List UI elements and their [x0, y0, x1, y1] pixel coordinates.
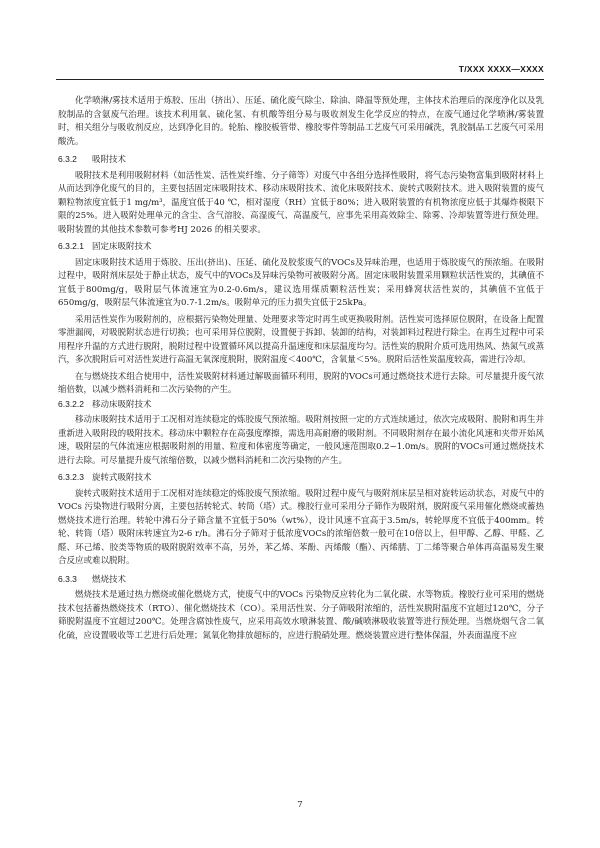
paragraph-fixed-bed: 固定床吸附技术适用于炼胶、压出(挤出)、压延、硫化及胶浆废气的VOCs及异味治理，也适用于炼胶废气的预浓缩。在吸附过程中，吸附剂床层处于静止状态，废气中的VOCs及异味污染物可被吸附分离。固定床吸附装置采用颗粒状活性炭的，其碘值不宜低于800mg/g，吸附层气体流速宜为0.2-0.6m/s，建议选用煤质颗粒活性炭；采用蜂窝状活性炭的，其碘值不宜低于650mg/g，吸附层气体流速宜为0.7-1.2m/s。吸附单元的压力损失宜低于25kPa。	[58, 257, 544, 308]
heading-6-3-2-1	[58, 240, 544, 254]
heading-number: 6.3.2.2	[58, 398, 84, 409]
heading-number: 6.3.2	[58, 154, 77, 164]
heading-number: 6.3.3	[58, 573, 77, 584]
heading-number: 6.3.2.3	[58, 472, 84, 482]
heading-title: 旋转式吸附技术	[92, 472, 152, 482]
paragraph-rotary: 旋转式吸附技术适用于工况相对连续稳定的炼胶废气预浓缩。吸附过程中废气与吸附剂床层呈相对旋转运动状态，对废气中的VOCs 污染物进行吸附分离，主要包括转轮式、转筒（塔）式。橡胶行业可采用分子筛作为吸附剂，脱附废气采用催化燃烧或蓄热燃烧技术进行治理。转轮中沸石分子筛含量不宜低于50%（wt%），设计风速不宜高于3.5m/s，转轮厚度不宜低于400mm。转轮、转筒（塔）吸附床转速宜为2-6 r/h。沸石分子筛对于低浓度VOCs的浓缩倍数一般可在10倍以上，但甲醇、乙醇、甲醛、乙醛、环己烯、胶类等物质的吸附脱附效率不高，另外，苯乙烯、苯酚、丙烯酸（酯）、丙烯腈、丁二烯等聚合单体再高温易发生聚合反应或难以脱附。	[58, 488, 544, 566]
paragraph-combustion-combo: 在与燃烧技术组合使用中，活性炭吸附材料通过解吸面循环利用，脱附的VOCs可通过燃烧技术进行去除。可尽量提升废气浓缩倍数，以减少燃料消耗和二次污染物的产生。	[58, 371, 544, 395]
paragraph-chemical-spray: 化学喷淋/雾技术适用于炼胶、压出（挤出）、压延、硫化废气除尘、除油、降温等预处理，主体技术治理后的深度净化以及乳胶制品的含氨废气治理。该技术利用氧、硫化氢、有机酸等组分易与吸收剂发生化学反应的特点，在废气通过化学喷淋/雾装置时，相关组分与吸收剂反应，达到净化目的。轮胎、橡胶板管带、橡胶零件等制品工艺废气可采用碱洗，乳胶制品工艺废气可采用酸洗。	[58, 96, 544, 147]
heading-title: 吸附技术	[92, 154, 127, 164]
page-number: 7	[297, 800, 303, 810]
document-code: T/XXX XXXX—XXXX	[458, 64, 544, 74]
heading-number: 6.3.2.1	[58, 241, 84, 251]
heading-title: 固定床吸附技术	[92, 241, 152, 251]
paragraph-combustion: 燃烧技术是通过热力燃烧或催化燃烧方式，使废气中的VOCs 污染物反应转化为二氧化碳、水等物质。橡胶行业可采用的燃烧技术包括蓄热燃烧技术（RTO）、催化燃烧技术（CO）。采用活性炭、分子筛吸附浓缩的，活性炭脱附温度不宜超过120℃，分子筛脱附温度不宜超过200℃。处理含腐蚀性废气，应采用高效水喷淋装置、酸/碱喷淋吸收装置等进行预处理。当燃烧烟气含二氧化硫，应设置吸收等工艺进行后处理；氮氧化物排放超标的，应进行脱硝处理。燃烧装置应进行整体保温，外表面温度不应	[58, 590, 544, 641]
page-content	[58, 95, 544, 643]
paragraph-adsorption: 吸附技术是利用吸附材料（如活性炭、活性炭纤维、分子筛等）对废气中各组分选择性吸附，将气态污染物富集到吸附材料上从而达到净化废气的目的，主要包括固定床吸附技术、移动床吸附技术、流化床吸附技术、旋转式吸附技术。进入吸附装置的废气颗粒物浓度宜低于1 mg/m³，温度宜低于40 ℃，相对湿度（RH）宜低于80%；进入吸附装置的有机物浓度应低于其爆炸极限下限的25%。进入吸附处理单元的含尘、含气溶胶、高湿废气、高温废气，应事先采用高效除尘、除雾、冷却装置等进行预处理。吸附装置的其他技术参数可参考HJ 2026 的相关要求。	[58, 170, 544, 235]
heading-title: 移动床吸附技术	[92, 398, 152, 409]
heading-6-3-2-2	[58, 398, 544, 412]
heading-title: 燃烧技术	[92, 573, 127, 584]
heading-6-3-3	[58, 573, 544, 587]
header-rule	[56, 79, 544, 80]
paragraph-activated-carbon: 采用活性炭作为吸附剂的，应根据污染物处理量、处理要求等定时再生或更换吸附剂。活性炭可选择原位脱附，在设备上配置零泄漏阀，对吸脱附状态进行切换；也可采用异位脱附，设置便于拆卸、装卸的结构，对装卸料过程进行除尘。在再生过程中可采用程序升温的方式进行脱附，脱附过程中设置循环风以提高升温速度和床层温度均匀。活性炭的脱附介质可选用热风、热氮气或蒸汽，多次脱附后可对活性炭进行高温无氧深度脱附，脱附温度＜400℃，含氧量＜5%。脱附后活性炭温度较高，需进行冷却。	[58, 314, 544, 365]
paragraph-moving-bed: 移动床吸附技术适用于工况相对连续稳定的炼胶废气预浓缩。吸附剂按照一定的方式连续通过，依次完成吸附、脱附和再生并重新进入吸附段的吸附技术。移动床中颗粒存在高强度摩擦，需选用高耐磨的吸附剂。不同吸附剂存在最小流化风速和夹带开始风速，吸附层的气体流速应根据吸附剂的用量、粒度和体密度等确定，一般风速范围取0.2~1.0m/s。脱附的VOCs可通过燃烧技术进行去除。可尽量提升废气浓缩倍数，以减少燃料消耗和二次污染物的产生。	[58, 415, 544, 466]
heading-6-3-2	[58, 153, 544, 167]
heading-6-3-2-3	[58, 471, 544, 485]
